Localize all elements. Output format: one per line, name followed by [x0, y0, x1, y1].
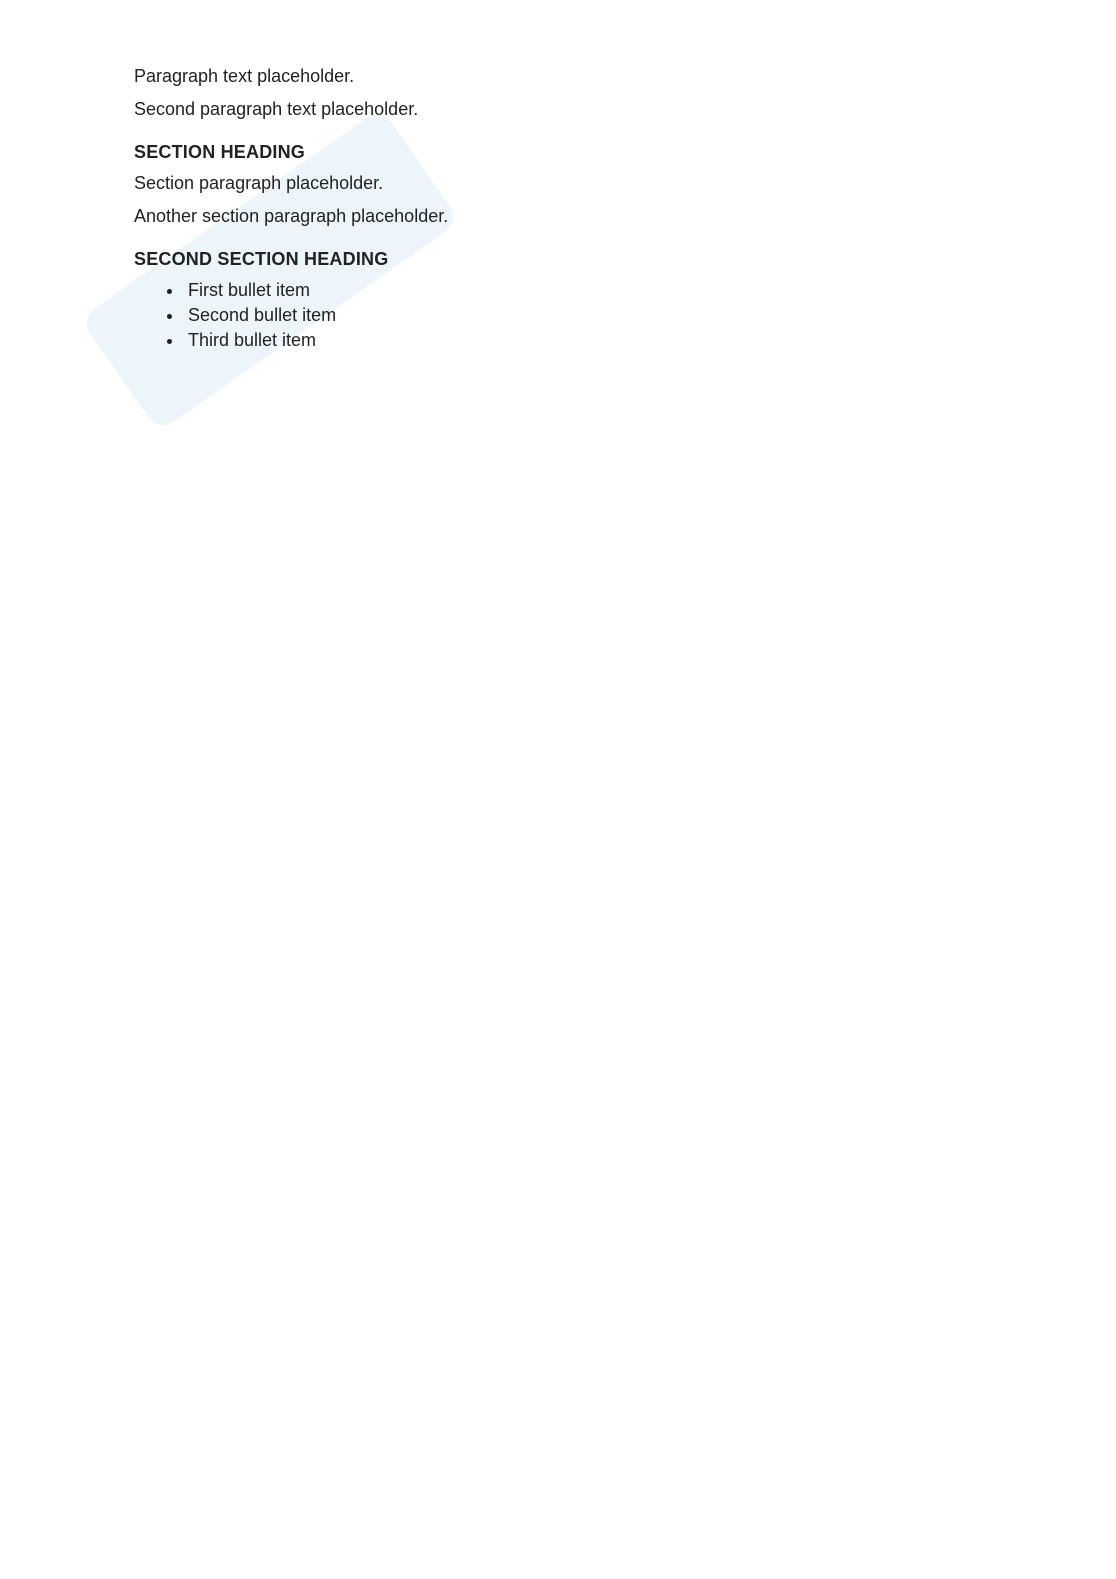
bullet-list	[134, 278, 970, 353]
paragraph: Paragraph text placeholder.	[134, 66, 355, 86]
paragraph: Another section paragraph placeholder.	[134, 206, 449, 226]
section-heading: SECTION HEADING	[134, 142, 306, 162]
paragraph: Second paragraph text placeholder.	[134, 99, 419, 119]
paragraph: Section paragraph placeholder.	[134, 173, 384, 193]
list-item: • Second bullet item	[184, 303, 970, 328]
section-heading: SECOND SECTION HEADING	[134, 249, 389, 269]
document-body	[134, 64, 970, 353]
list-item: • Third bullet item	[184, 328, 970, 353]
list-item: • First bullet item	[184, 278, 970, 303]
